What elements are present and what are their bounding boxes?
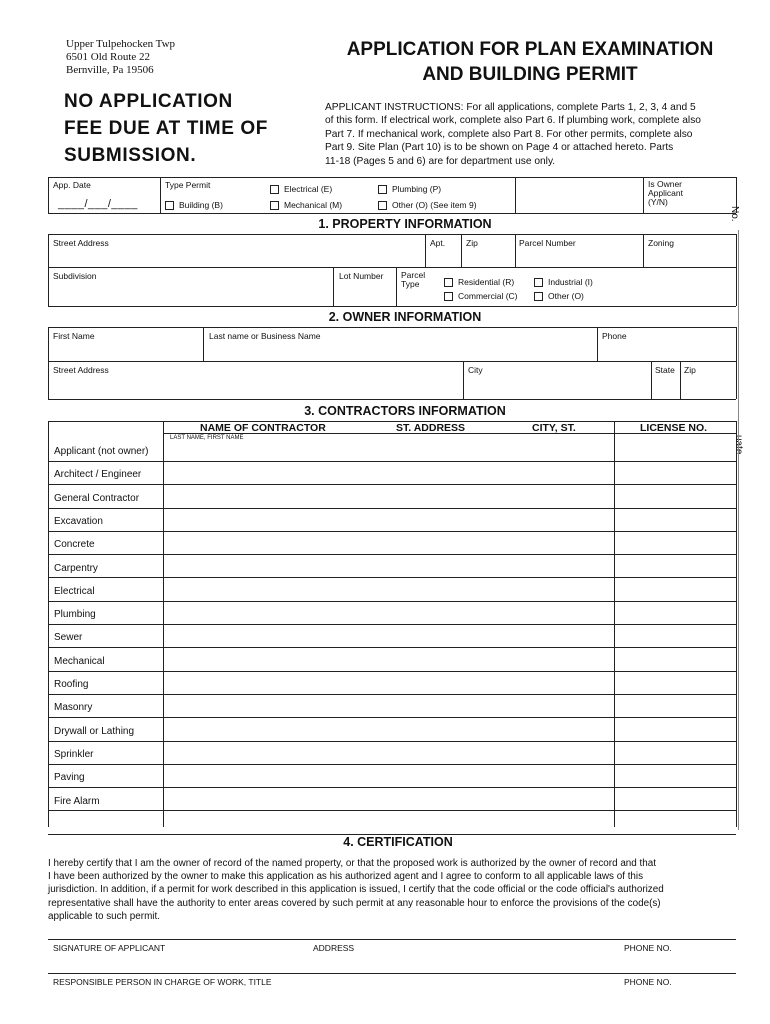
col-name-header: NAME OF CONTRACTOR	[200, 422, 326, 434]
instructions-line: Part 7. If mechanical work, complete also Part 8. For other permits, complete also	[325, 128, 693, 140]
contractor-row-label: Roofing	[54, 679, 89, 690]
contractor-row-divider	[48, 647, 736, 648]
township-address	[66, 38, 175, 77]
contractor-row-divider	[48, 741, 736, 742]
building-label: Building (B)	[179, 200, 223, 210]
contractor-row-divider	[48, 577, 736, 578]
contractor-row-label: Electrical	[54, 585, 95, 597]
contractor-row-label: Mechanical	[54, 655, 105, 667]
contractor-row-label: Drywall or Lathing	[54, 725, 135, 737]
form-title-line1: APPLICATION FOR PLAN EXAMINATION	[346, 39, 714, 60]
col-license-header: LICENSE NO.	[640, 422, 708, 434]
responsible-line[interactable]	[48, 973, 736, 974]
building-option	[165, 200, 223, 210]
owner-applicant-label: Is Owner Applicant (Y/N)	[648, 179, 683, 207]
industrial-checkbox[interactable]	[534, 278, 543, 287]
address-line: Bernville, Pa 19506	[66, 64, 154, 76]
other-label: Other (O) (See item 9)	[392, 200, 477, 210]
parcel-other-option: Other (O)	[534, 291, 584, 301]
certification-line: I hereby certify that I am the owner of record of the named property, or that the proposed work is authorized by the owner of record and that	[48, 858, 657, 869]
contractor-row-label: Carpentry	[54, 562, 98, 574]
col-name-subheader: LAST NAME, FIRST NAME	[170, 435, 244, 441]
certification-line: jurisdiction. In addition, if a permit for work described in this application is issued, I certify that the code official or the code official's authorized	[48, 884, 664, 896]
contractor-row-divider	[48, 671, 736, 672]
electrical-label: Electrical (E)	[284, 184, 333, 194]
contractor-row-divider	[48, 810, 736, 811]
type-permit-label: Type Permit	[165, 180, 211, 190]
industrial-option: Industrial (I)	[534, 277, 593, 287]
contractor-row-divider	[48, 787, 736, 788]
fee-notice	[64, 88, 268, 169]
apt-label: Apt.	[430, 238, 446, 248]
mechanical-option	[270, 200, 342, 210]
address-line: 6501 Old Route 22	[66, 51, 151, 63]
parcel-number-label: Parcel Number	[519, 238, 576, 248]
signature-line[interactable]	[48, 939, 736, 940]
applicant-instructions	[325, 101, 745, 168]
contractor-row-label: Sprinkler	[54, 748, 94, 760]
owner-street-label: Street Address	[53, 365, 109, 375]
zoning-label: Zoning	[648, 238, 674, 248]
contractor-row-divider	[48, 531, 736, 532]
owner-zip-label: Zip	[684, 365, 696, 375]
contractor-row-divider	[48, 624, 736, 625]
top-row-border-top	[48, 177, 736, 178]
contractor-row-label: Masonry	[54, 702, 93, 714]
contractor-row-divider	[48, 601, 736, 602]
owner-section-title: 2. OWNER INFORMATION	[328, 310, 482, 324]
street-address-label: Street Address	[53, 238, 109, 248]
contractor-row-label: Applicant (not owner)	[54, 446, 149, 457]
contractor-row-label: Architect / Engineer	[54, 469, 142, 481]
form-title	[300, 37, 760, 87]
contractor-row-label: General Contractor	[54, 492, 140, 504]
owner-city-label: City	[468, 365, 483, 375]
margin-mark-middle: uate	[733, 435, 744, 455]
plumbing-option	[378, 184, 441, 194]
contractor-row-divider	[48, 461, 736, 462]
contractor-row-label: Excavation	[54, 515, 103, 527]
owner-phone-label: Phone	[602, 331, 627, 341]
owner-last-name-label: Last name or Business Name	[209, 331, 321, 341]
other-option	[378, 200, 477, 210]
instructions-line: Part 9. Site Plan (Part 10) is to be shown on Page 4 or attached hereto. Parts	[325, 142, 674, 154]
owner-state-label: State	[655, 365, 675, 375]
plumbing-label: Plumbing (P)	[392, 184, 442, 194]
commercial-option: Commercial (C)	[444, 291, 518, 301]
contractor-row-divider	[48, 717, 736, 718]
electrical-checkbox[interactable]	[270, 185, 279, 194]
other-checkbox[interactable]	[378, 201, 387, 210]
parcel-type-label: Parcel Type	[401, 270, 426, 289]
parcel-other-checkbox[interactable]	[534, 292, 543, 301]
subdivision-label: Subdivision	[53, 271, 97, 281]
contractor-row-divider	[48, 764, 736, 765]
plumbing-checkbox[interactable]	[378, 185, 387, 194]
certification-line: representative shall have the authority to enter areas covered by such permit at any reasonable hour to enforce the provisions of the code(s)	[48, 897, 661, 909]
fee-notice-line: SUBMISSION.	[64, 145, 197, 166]
contractor-row-label: Concrete	[54, 539, 95, 551]
mechanical-checkbox[interactable]	[270, 201, 279, 210]
certification-line: applicable to such permit.	[48, 910, 160, 922]
zip-label: Zip	[466, 238, 478, 248]
fee-notice-line: NO APPLICATION	[64, 91, 233, 112]
certification-text	[48, 857, 738, 923]
certification-section-title: 4. CERTIFICATION	[343, 835, 453, 849]
address-line: Upper Tulpehocken Twp	[66, 38, 176, 50]
commercial-checkbox[interactable]	[444, 292, 453, 301]
contractor-row-label: Plumbing	[54, 609, 96, 621]
contractors-section-title: 3. CONTRACTORS INFORMATION	[304, 404, 506, 418]
building-checkbox[interactable]	[165, 201, 174, 210]
certification-line: I have been authorized by the owner to make this application as his authorized agent and I agree to conform to all applicable laws of this	[48, 871, 644, 883]
responsible-label: RESPONSIBLE PERSON IN CHARGE OF WORK, TITLE	[53, 977, 272, 987]
contractor-row-label: Sewer	[54, 632, 83, 644]
form-title-line2: AND BUILDING PERMIT	[422, 64, 638, 85]
contractor-row-label: Paving	[54, 772, 85, 784]
top-row-border-bottom	[48, 213, 736, 214]
instructions-line: APPLICANT INSTRUCTIONS: For all applications, complete Parts 1, 2, 3, 4 and 5	[325, 102, 696, 113]
margin-mark-top: No.	[729, 206, 740, 222]
app-date-label: App. Date	[53, 180, 91, 190]
contractor-row-divider	[48, 694, 736, 695]
col-city-header: CITY, ST.	[532, 422, 576, 434]
signature-label: SIGNATURE OF APPLICANT	[53, 943, 166, 953]
col-address-header: ST. ADDRESS	[396, 422, 466, 434]
contractor-row-divider	[48, 554, 736, 555]
contractor-row-label: Fire Alarm	[54, 795, 100, 807]
residential-option: Residential (R)	[444, 277, 514, 287]
electrical-option	[270, 184, 332, 194]
address-label: ADDRESS	[313, 943, 355, 953]
fee-notice-line: FEE DUE AT TIME OF	[64, 118, 268, 139]
contractor-row-divider	[48, 508, 736, 509]
app-date-field[interactable]: ____/___/____	[58, 198, 138, 210]
phone2-label: PHONE NO.	[624, 977, 672, 987]
instructions-line: 11-18 (Pages 5 and 6) are for department use only.	[325, 155, 556, 167]
residential-checkbox[interactable]	[444, 278, 453, 287]
contractor-row-divider	[48, 484, 736, 485]
owner-first-name-label: First Name	[53, 331, 95, 341]
lot-number-label: Lot Number	[339, 271, 384, 281]
mechanical-label: Mechanical (M)	[284, 200, 343, 210]
instructions-line: of this form. If electrical work, complete also Part 6. If plumbing work, complete also	[325, 115, 701, 127]
property-section-title: 1. PROPERTY INFORMATION	[318, 217, 492, 231]
phone1-label: PHONE NO.	[624, 943, 672, 953]
